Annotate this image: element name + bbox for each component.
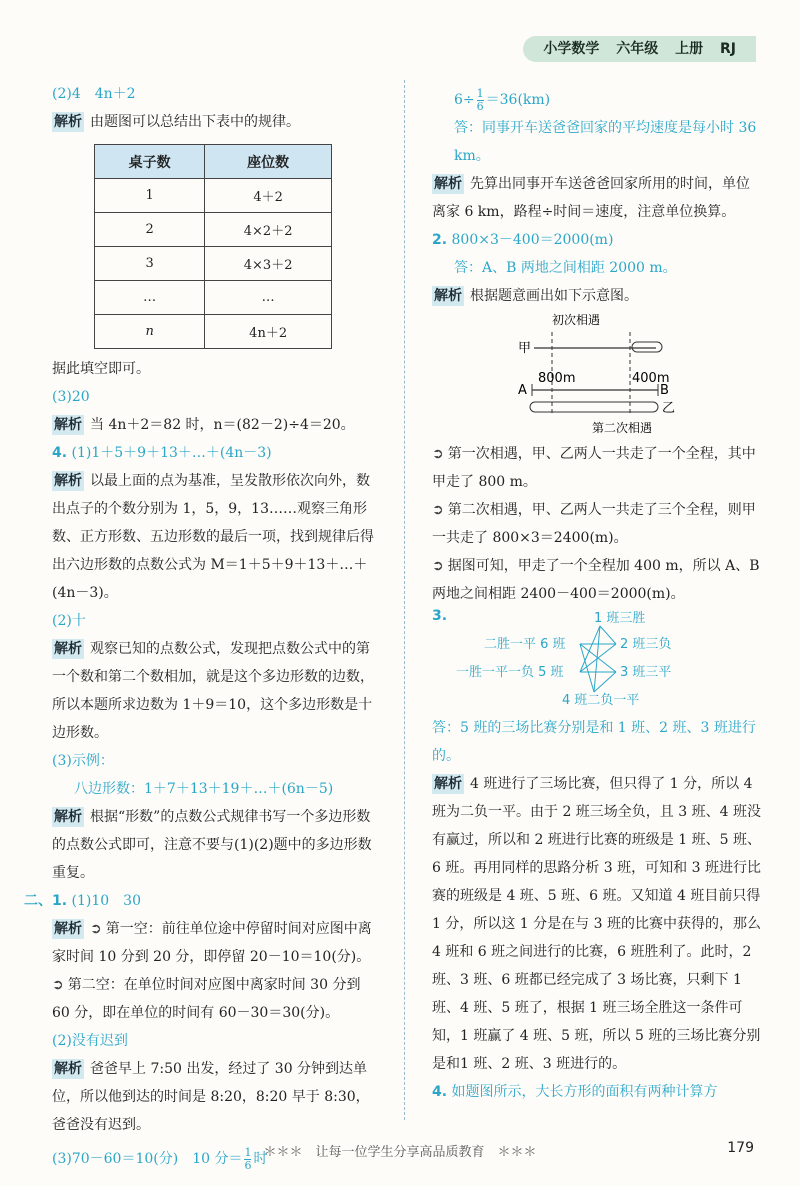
footer-slogan: ＊＊＊ 让每一位学生分享高品质教育 ＊＊＊ bbox=[263, 1145, 537, 1160]
node-class6: 二胜一平 6 班 bbox=[484, 637, 566, 652]
step-1: 第一次相遇，甲、乙两人一共走了一个全程，其中甲走了 800 m。 bbox=[432, 446, 756, 490]
section2-explanation-2: 第二空：在单位时间对应图中离家时间 30 分到 60 分，即在单位的时间有 60－30＝30(分)。 bbox=[52, 977, 361, 1021]
header-volume: 上册 bbox=[675, 41, 704, 57]
node-class4: 4 班二负一平 bbox=[562, 693, 640, 708]
jiexi-label: 解析 bbox=[434, 176, 462, 192]
q3-explanation: 4 班进行了三场比赛，但只得了 1 分，所以 4 班为二负一平。由于 2 班三场全负，且 3 班、4 班没有赢过，所以和 2 班进行比赛的班级是 1 班、5 班、6 班。再用同样的思路分析 3 班，可知和 3 班进行比赛的班级是 4 班、5 班、6 班。又知道 4 班目前只得 1 分，所以这 1 分是在与 3 班的比赛中获得的，那么 4 班和 6 班之间进行的比赛，6 班胜利了。此时，2 班、3 班、6 班都已经完成了 3 场比赛，只剩下 1 班、4 班、5 班了，根据 1 班三场全胜这一条件可知，1 班赢了 4 班、5 班，所以 5 班的三场比赛分别是和1 班、2 班、3 班进行的。 bbox=[432, 776, 761, 1072]
section2-3-unit: 时 bbox=[253, 1151, 268, 1167]
point-b: B bbox=[660, 383, 669, 398]
left-column bbox=[24, 80, 380, 1173]
q2-after: 据此填空即可。 bbox=[52, 361, 150, 377]
table-header: 桌子数 bbox=[95, 145, 205, 179]
jiexi-label: 解析 bbox=[54, 473, 82, 489]
label-jia: 甲 bbox=[518, 341, 532, 356]
column-divider bbox=[404, 80, 405, 1120]
q2-number: 2. bbox=[432, 232, 448, 248]
label-400m: 400m bbox=[632, 371, 670, 386]
calc-start: 6÷ bbox=[454, 92, 475, 108]
section2-2-answer: (2)没有迟到 bbox=[52, 1033, 128, 1049]
q4-number: 4. bbox=[52, 445, 68, 461]
node-class3: 3 班三平 bbox=[620, 665, 672, 680]
jiexi-label: 解析 bbox=[54, 921, 82, 937]
meeting-diagram bbox=[432, 310, 762, 436]
jiexi-label: 解析 bbox=[54, 1061, 82, 1077]
label-800m: 800m bbox=[538, 371, 576, 386]
q2-answer: 答：A、B 两地之间相距 2000 m。 bbox=[454, 260, 677, 276]
right-column bbox=[432, 86, 762, 1106]
match-graph bbox=[432, 608, 762, 714]
q3-answer: 答：5 班的三场比赛分别是和 1 班、2 班、3 班进行的。 bbox=[432, 720, 756, 764]
label-first-meeting: 初次相遇 bbox=[552, 313, 601, 327]
jiexi-label: 解析 bbox=[54, 809, 82, 825]
q4-2-explanation: 观察已知的点数公式，发现把点数公式中的第一个数和第二个数相加，就是这个多边形数的边数，所以本题所求边数为 1＋9＝10，这个多边形数是十边形数。 bbox=[52, 641, 374, 741]
node-class5: 一胜一平一负 5 班 bbox=[456, 665, 564, 680]
section2-2-explanation: 爸爸早上 7:50 出发，经过了 30 分钟到达单位，所以他到达的时间是 8:20，8:20 早于 8:30，爸爸没有迟到。 bbox=[52, 1061, 370, 1133]
page-number: 179 bbox=[727, 1140, 754, 1156]
arrow-icon: ➲ bbox=[432, 446, 444, 462]
q3-explanation: 当 4n＋2＝82 时，n＝(82－2)÷4＝20。 bbox=[90, 417, 355, 433]
cell: 4n＋2 bbox=[205, 315, 332, 349]
yi-path bbox=[530, 402, 658, 412]
cell: 2 bbox=[95, 213, 205, 247]
calc-end: ＝36(km) bbox=[485, 92, 551, 108]
cell: 4＋2 bbox=[205, 179, 332, 213]
table-row bbox=[95, 213, 332, 247]
q4-number: 4. bbox=[432, 1084, 448, 1100]
q4-3-explanation: 根据“形数”的点数公式规律书写一个多边形数的点数公式即可，注意不要与(1)(2)题中的多边形数重复。 bbox=[52, 809, 372, 881]
q4-text: 如题图所示，大长方形的面积有两种计算方 bbox=[451, 1084, 718, 1100]
header-subject: 小学数学 bbox=[543, 41, 600, 57]
table-row bbox=[95, 247, 332, 281]
jiexi-label: 解析 bbox=[434, 288, 462, 304]
step-2: 第二次相遇，甲、乙两人一共走了三个全程，则甲一共走了 800×3＝2400(m)。 bbox=[432, 502, 756, 546]
q4-explanation: 以最上面的点为基准，呈发散形依次向外，数出点子的个数分别为 1，5，9，13……观察三角形数、正方形数、五边形数的最后一项，找到规律后得出六边形数的点数公式为 M＝1＋5＋9＋13＋…＋(4n－3)。 bbox=[52, 473, 374, 601]
step-3: 据图可知，甲走了一个全程加 400 m，所以 A、B 两地之间相距 2400－400＝2000(m)。 bbox=[432, 558, 760, 602]
point-a: A bbox=[518, 383, 527, 398]
page-header bbox=[523, 36, 756, 62]
cell: 3 bbox=[95, 247, 205, 281]
q3-block bbox=[432, 608, 762, 714]
section2-answer: (1)10 30 bbox=[71, 893, 141, 909]
jia-turn bbox=[632, 342, 662, 352]
q4-3-example: 八边形数：1＋7＋13＋19＋…＋(6n－5) bbox=[74, 781, 334, 797]
q3-number: 3. bbox=[432, 608, 448, 624]
answer-1: 答：同事开车送爸爸回家的平均速度是每小时 36 km。 bbox=[454, 120, 757, 164]
explanation-1: 先算出同事开车送爸爸回家所用的时间，单位离家 6 km，路程÷时间＝速度，注意单位换算。 bbox=[432, 176, 750, 220]
q4-answer: (1)1＋5＋9＋13＋…＋(4n－3) bbox=[71, 445, 272, 461]
arrow-icon: ➲ bbox=[90, 921, 102, 937]
frac-bottom: 6 bbox=[476, 99, 484, 113]
node-class1: 1 班三胜 bbox=[594, 611, 646, 626]
arrow-icon: ➲ bbox=[432, 558, 444, 574]
label-yi: 乙 bbox=[662, 401, 676, 416]
cell: … bbox=[205, 281, 332, 315]
table-row bbox=[95, 179, 332, 213]
q4-3-answer: (3)示例： bbox=[52, 753, 114, 769]
cell: 1 bbox=[95, 179, 205, 213]
section2-3-answer: (3)70－60＝10(分) 10 分＝ bbox=[52, 1151, 243, 1167]
section2-explanation-1: 第一空：前往单位途中停留时间对应图中离家时间 10 分到 20 分，即停留 20－10＝10(分)。 bbox=[52, 921, 372, 965]
jiexi-label: 解析 bbox=[434, 776, 462, 792]
q4-2-answer: (2)十 bbox=[52, 613, 86, 629]
fraction bbox=[477, 88, 484, 113]
jiexi-label: 解析 bbox=[54, 417, 82, 433]
seat-table bbox=[94, 144, 332, 349]
cell: n bbox=[95, 315, 205, 349]
arrow-icon: ➲ bbox=[52, 977, 64, 993]
node-class2: 2 班三负 bbox=[620, 637, 672, 652]
cell: … bbox=[95, 281, 205, 315]
q2-explanation: 由题图可以总结出下表中的规律。 bbox=[90, 114, 300, 130]
cell: 4×2＋2 bbox=[205, 213, 332, 247]
label-second-meeting: 第二次相遇 bbox=[592, 421, 653, 435]
frac-top: 1 bbox=[476, 86, 484, 100]
frac-top: 1 bbox=[244, 1145, 252, 1159]
arrow-icon: ➲ bbox=[432, 502, 444, 518]
table-header: 座位数 bbox=[205, 145, 332, 179]
q2-explanation: 根据题意画出如下示意图。 bbox=[470, 288, 638, 304]
q2-calc: 800×3－400＝2000(m) bbox=[451, 232, 614, 248]
section2-number: 二、1. bbox=[24, 893, 68, 909]
match-edges bbox=[580, 626, 616, 692]
cell: 4×3＋2 bbox=[205, 247, 332, 281]
q3-answer: (3)20 bbox=[52, 389, 90, 405]
q2-answer: (2)4 4n＋2 bbox=[52, 86, 136, 102]
jiexi-label: 解析 bbox=[54, 641, 82, 657]
table-row bbox=[95, 315, 332, 349]
header-edition: RJ bbox=[720, 41, 736, 57]
jiexi-label: 解析 bbox=[54, 114, 82, 130]
frac-bottom: 6 bbox=[244, 1158, 252, 1172]
table-row bbox=[95, 281, 332, 315]
header-grade: 六年级 bbox=[616, 41, 659, 57]
